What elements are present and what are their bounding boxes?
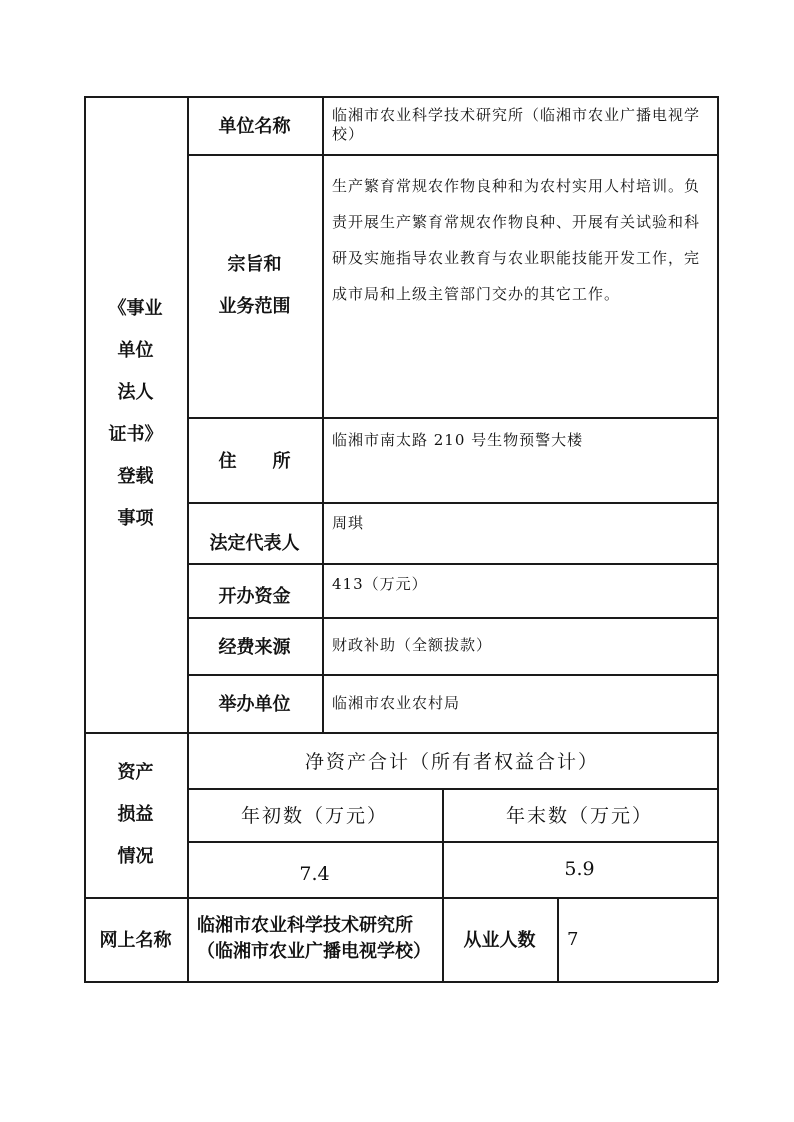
title-line: 《事业 (108, 298, 163, 319)
unit-name-label: 单位名称 (218, 116, 291, 137)
capital-value: 413（万元） (332, 575, 428, 593)
address-value: 临湘市南太路 210 号生物预警大楼 (332, 431, 584, 449)
staff-count-value: 7 (567, 928, 580, 950)
staff-count-label: 从业人数 (463, 930, 536, 951)
funding-label: 经费来源 (218, 636, 291, 658)
title-line: 法人 (117, 382, 154, 403)
begin-year-header: 年初数（万元） (240, 805, 388, 827)
sponsor-label: 举办单位 (218, 694, 291, 715)
funding-value: 财政补助（全额拔款） (332, 636, 493, 654)
title-line: 单位 (117, 340, 154, 361)
title-line: 损益 (117, 803, 154, 825)
capital-label: 开办资金 (218, 586, 291, 607)
end-year-header: 年末数（万元） (505, 805, 653, 827)
assets-section-title (84, 732, 187, 897)
label-line: 宗旨和 (227, 253, 282, 275)
title-line: 事项 (117, 508, 154, 529)
business-scope-value: 生产繁育常规农作物良种和为农村实用人村培训。负责开展生产繁育常规农作物良种、开展有关试验和科研及实施指导农业教育与农业职能技能开发工作，完成市局和上级主管部门交办的其它工作。 (332, 177, 701, 303)
address-label: 住 所 (218, 450, 291, 472)
label-line: 业务范围 (218, 295, 291, 317)
business-scope-label (187, 154, 322, 417)
title-line: 资产 (117, 761, 154, 783)
online-name-value: 临湘市农业科学技术研究所（临湘市农业广播电视学校） (197, 915, 431, 962)
registration-section-title (84, 96, 187, 732)
end-year-value: 5.9 (564, 858, 595, 880)
unit-name-value: 临湘市农业科学技术研究所（临湘市农业广播电视学校） (332, 106, 701, 143)
legal-rep-label: 法定代表人 (209, 532, 300, 554)
legal-rep-value: 周琪 (332, 514, 365, 532)
sponsor-value: 临湘市农业农村局 (332, 693, 461, 712)
title-line: 情况 (117, 845, 154, 867)
online-name-label: 网上名称 (99, 930, 172, 951)
registration-table (84, 96, 718, 982)
title-line: 证书》 (108, 424, 163, 445)
title-line: 登载 (117, 466, 154, 487)
net-assets-header: 净资产合计（所有者权益合计） (304, 750, 599, 773)
begin-year-value: 7.4 (299, 863, 330, 885)
